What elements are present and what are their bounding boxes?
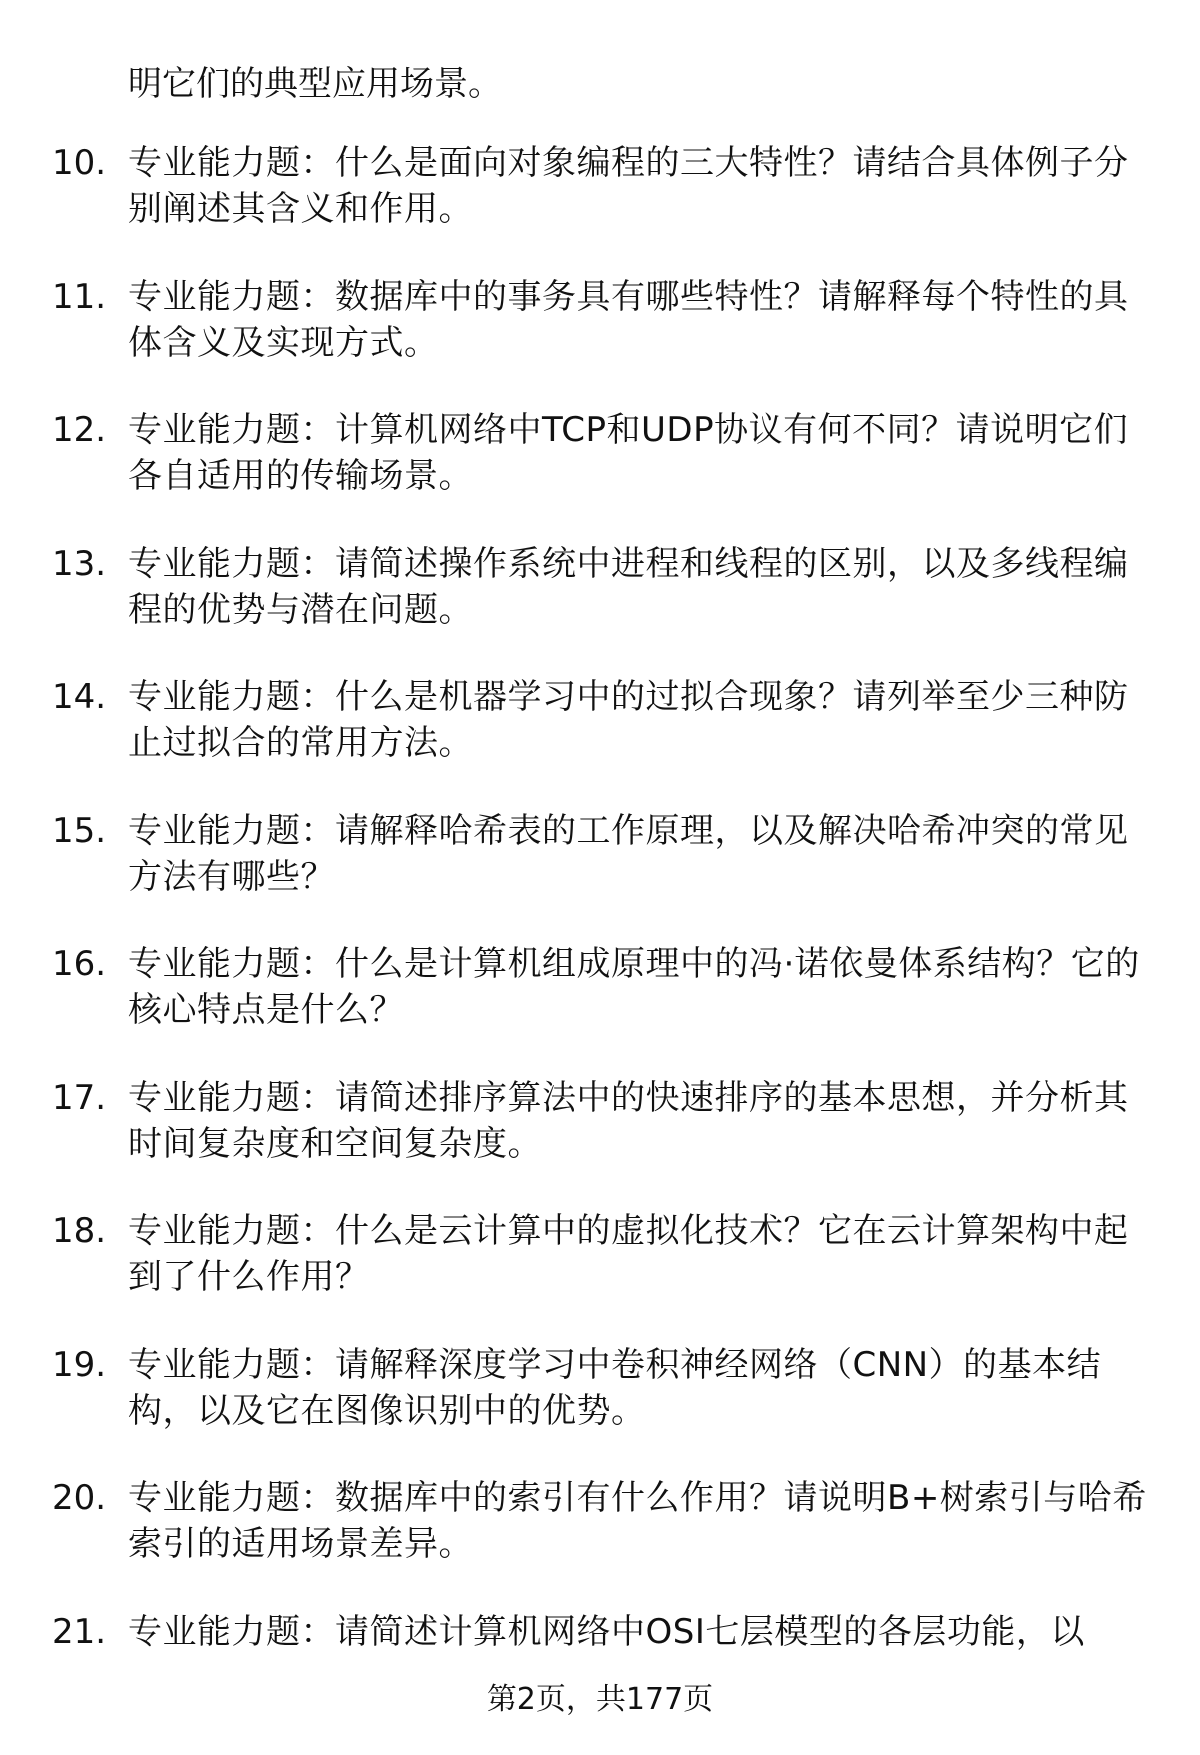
question-item [0, 1208, 1200, 1342]
question-list [0, 140, 1200, 1742]
question-text: 专业能力题：请简述排序算法中的快速排序的基本思想，并分析其时间复杂度和空间复杂度。 [128, 1077, 1129, 1164]
question-text: 专业能力题：什么是计算机组成原理中的冯·诺依曼体系结构？它的核心特点是什么？ [128, 944, 1140, 1030]
question-item [0, 541, 1200, 675]
question-number: 20. [52, 1478, 107, 1518]
question-item [0, 1609, 1200, 1743]
question-text: 专业能力题：请简述操作系统中进程和线程的区别，以及多线程编程的优势与潜在问题。 [128, 543, 1129, 630]
question-text: 专业能力题：数据库中的索引有什么作用？请说明B+树索引与哈希索引的适用场景差异。 [128, 1478, 1147, 1564]
question-item [0, 407, 1200, 541]
question-item [0, 1475, 1200, 1609]
question-number: 16. [52, 944, 107, 984]
question-item [0, 674, 1200, 808]
question-number: 18. [52, 1211, 107, 1251]
question-text: 专业能力题：什么是机器学习中的过拟合现象？请列举至少三种防止过拟合的常用方法。 [128, 677, 1129, 763]
question-number: 13. [52, 543, 107, 584]
question-text: 专业能力题：计算机网络中TCP和UDP协议有何不同？请说明它们各自适用的传输场景。 [128, 410, 1129, 496]
question-text: 专业能力题：请简述计算机网络中OSI七层模型的各层功能，以 [128, 1611, 1085, 1652]
question-number: 21. [52, 1611, 107, 1652]
question-number: 11. [52, 276, 107, 317]
question-number: 12. [52, 410, 107, 450]
question-text: 专业能力题：什么是面向对象编程的三大特性？请结合具体例子分别阐述其含义和作用。 [128, 143, 1129, 229]
question-number: 17. [52, 1077, 107, 1118]
continued-question-text: 明它们的典型应用场景。 [128, 64, 502, 104]
question-item [0, 140, 1200, 274]
page-footer [0, 1680, 1200, 1720]
question-item [0, 1075, 1200, 1209]
question-text: 专业能力题：数据库中的事务具有哪些特性？请解释每个特性的具体含义及实现方式。 [128, 276, 1129, 363]
question-number: 14. [52, 677, 107, 717]
question-number: 10. [52, 143, 107, 183]
page-number-label: 第2页，共177页 [486, 1682, 714, 1717]
question-item [0, 1342, 1200, 1476]
question-item [0, 808, 1200, 942]
question-text: 专业能力题：请解释深度学习中卷积神经网络（CNN）的基本结构，以及它在图像识别中的优势。 [128, 1344, 1102, 1431]
question-text: 专业能力题：什么是云计算中的虚拟化技术？它在云计算架构中起到了什么作用？ [128, 1211, 1129, 1297]
question-text: 专业能力题：请解释哈希表的工作原理，以及解决哈希冲突的常见方法有哪些？ [128, 810, 1129, 897]
question-item [0, 274, 1200, 408]
question-number: 15. [52, 810, 107, 851]
question-item [0, 941, 1200, 1075]
question-number: 19. [52, 1344, 107, 1385]
